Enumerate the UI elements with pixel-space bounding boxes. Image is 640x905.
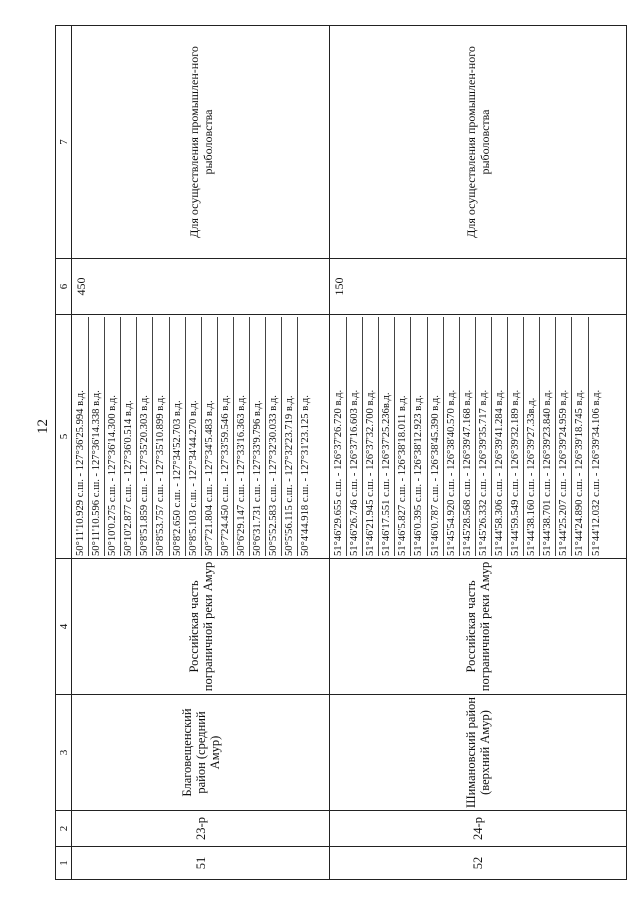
coordinate-line: 50°11'10.929 с.ш. - 127°36'25.994 в.д. [73,317,89,556]
col-number-3: 3 [56,694,71,810]
coordinate-line: 51°44'24.890 с.ш. - 126°39'18.745 в.д. [572,317,588,556]
coordinate-line: 51°44'38.701 с.ш. - 126°39'23.840 в.д. [540,317,556,556]
coordinate-line: 50°8'2.650 с.ш. - 127°34'52.703 в.д. [170,317,186,556]
col-number-1: 1 [56,846,71,879]
coordinate-line: 50°10'0.275 с.ш. - 127°36'14.300 в.д. [105,317,121,556]
coordinate-line: 50°7'21.804 с.ш. - 127°34'5.483 в.д. [202,317,218,556]
col-number-7: 7 [57,139,70,145]
coordinate-line: 51°46'29.655 с.ш. - 126°37'26.720 в.д. [331,317,347,556]
coordinates-cell [330,314,626,558]
coordinate-line: 51°45'28.568 с.ш. - 126°39'47.168 в.д. [460,317,476,556]
coordinate-line: 51°46'26.746 с.ш. - 126°37'16.603 в.д. [347,317,363,556]
area-code: 23-р [72,810,329,846]
row-number: 52 [330,846,626,879]
coordinate-line: 51°44'25.207 с.ш. - 126°39'24.959 в.д. [556,317,572,556]
rotated-page [55,25,627,880]
coordinate-line: 51°45'54.920 с.ш. - 126°38'40.570 в.д. [444,317,460,556]
coordinate-line: 50°8'53.757 с.ш. - 127°35'10.899 в.д. [153,317,169,556]
row-number: 51 [72,846,329,879]
coordinate-line: 50°6'31.731 с.ш. - 127°33'9.796 в.д. [250,317,266,556]
usage-purpose: Для осуществления промышлен-ного рыболовства [464,46,492,238]
coordinate-line: 50°8'51.859 с.ш. - 127°35'20.303 в.д. [137,317,153,556]
coordinate-line: 51°44'59.549 с.ш. - 126°39'32.189 в.д. [508,317,524,556]
coordinate-line: 51°44'38.160 с.ш. - 126°39'27.33в.д. [524,317,540,556]
column-number-row [56,26,72,879]
fishing-areas-table [55,25,627,880]
coordinate-line: 51°46'17.551 с.ш. - 126°37'25.236в.д. [379,317,395,556]
area-value: 450 [72,258,329,314]
table-row [330,26,626,879]
coordinate-line: 51°46'21.945 с.ш. - 126°37'32.700 в.д. [363,317,379,556]
coordinate-line: 51°46'0.395 с.ш. - 126°38'12.923 в.д. [411,317,427,556]
coordinates-cell [72,314,329,558]
water-body: Российская часть пограничной реки Амур [72,558,329,694]
area-code: 24-р [330,810,626,846]
coordinate-line: 50°5'56.115 с.ш. - 127°32'23.719 в.д. [282,317,298,556]
coordinate-line: 50°8'5.103 с.ш. - 127°34'44.270 в.д. [186,317,202,556]
coordinate-line: 51°45'26.332 с.ш. - 126°39'35.717 в.д. [476,317,492,556]
district-name: Благовещенский район (средний Амур) [72,694,329,810]
col-number-4: 4 [56,558,71,694]
coordinate-line: 50°6'29.147 с.ш. - 127°33'16.363 в.д. [234,317,250,556]
coordinate-line: 51°46'5.827 с.ш. - 126°38'18.011 в.д. [395,317,411,556]
usage-purpose: Для осуществления промышлен-ного рыболовства [186,46,215,238]
district-name: Шимановский район (верхний Амур) [330,694,626,810]
table-row [72,26,330,879]
col-number-6: 6 [56,258,71,314]
area-value: 150 [330,258,626,314]
col-number-2: 2 [56,810,71,846]
coordinate-line: 51°44'58.306 с.ш. - 126°39'41.284 в.д. [492,317,508,556]
coordinate-line: 50°10'2.877 с.ш. - 127°36'0.514 в.д. [121,317,137,556]
coordinate-line: 50°7'24.450 с.ш. - 127°33'59.546 в.д. [218,317,234,556]
coordinate-line: 50°4'44.918 с.ш. - 127°31'23.125 в.д. [300,395,312,556]
coordinate-line: 51°44'12.032 с.ш. - 126°39'34.106 в.д. [590,389,602,556]
coordinate-line: 50°5'52.583 с.ш. - 127°32'30.033 в.д. [266,317,282,556]
water-body: Российская часть пограничной реки Амур [330,558,626,694]
col-number-5: 5 [56,314,71,558]
coordinate-line: 51°46'0.787 с.ш. - 126°38'45.390 в.д. [428,317,444,556]
page-number: 12 [35,419,51,434]
coordinate-line: 50°11'10.596 с.ш. - 127°36'14.338 в.д. [89,317,105,556]
